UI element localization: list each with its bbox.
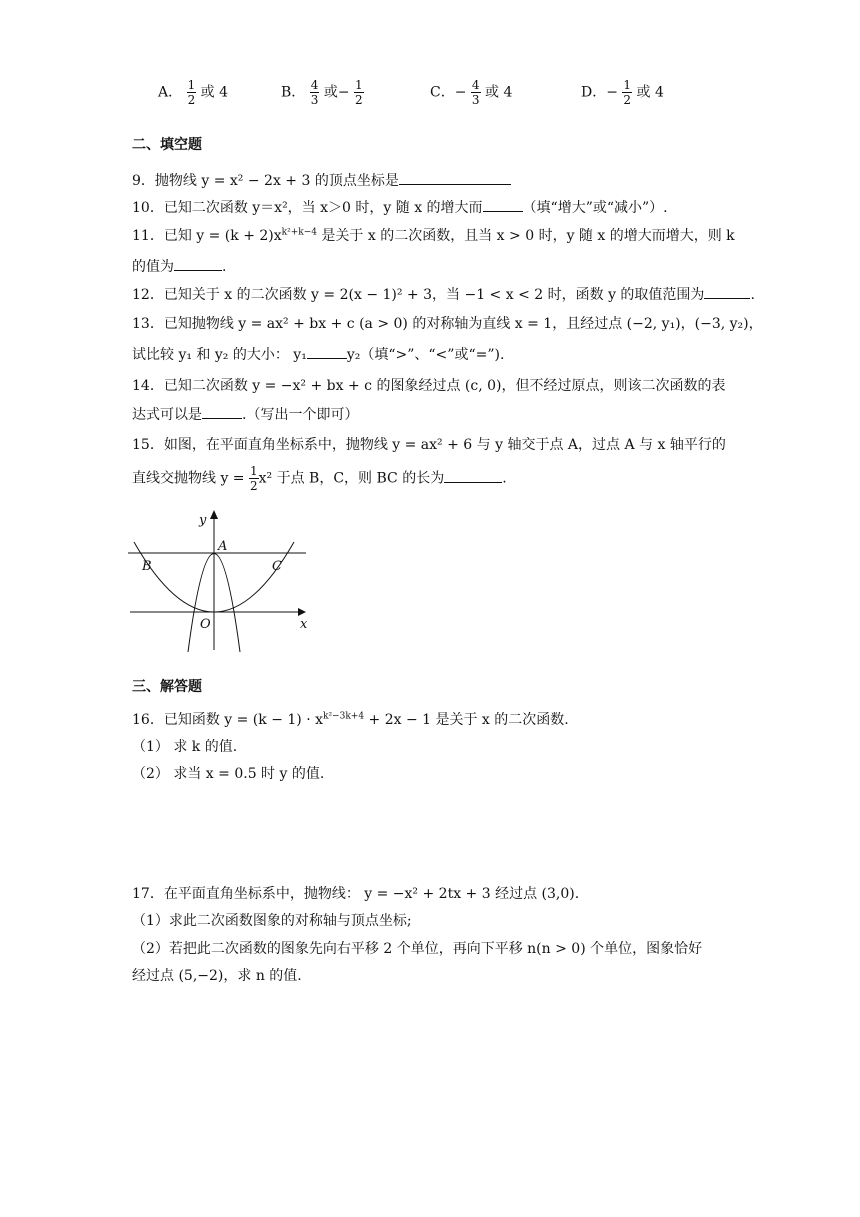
question-17-line-1: 17．在平面直角坐标系中，抛物线： y = −x² + 2tx + 3 经过点 (3,0). — [132, 886, 580, 902]
question-13-line-2 — [132, 344, 504, 365]
question-16-part-1: （1） 求 k 的值. — [132, 739, 238, 755]
choice-d-suffix: 或 4 — [636, 84, 664, 101]
question-17-part-1: （1）求此二次函数图象的对称轴与顶点坐标; — [132, 913, 412, 929]
y-axis-arrow — [210, 510, 218, 519]
question-12 — [132, 284, 755, 305]
question-11-text-b: 是关于 x 的二次函数，且当 x > 0 时，y 随 x 的增大而增大，则 k — [316, 228, 735, 244]
choice-b — [281, 78, 364, 107]
choice-c — [430, 78, 512, 107]
numerator: 4 — [310, 78, 319, 92]
question-11-text-2: 的值为 — [132, 259, 174, 275]
choice-b-mid: 或− — [323, 84, 350, 101]
choice-d-fraction — [622, 78, 632, 107]
question-13-text: 试比较 y₁ 和 y₂ 的大小： y₁ — [132, 347, 307, 363]
choice-b-fraction-1 — [310, 78, 320, 107]
period: . — [750, 287, 755, 303]
question-10-text: 10．已知二次函数 y＝x²，当 x＞0 时，y 随 x 的增大而 — [132, 200, 483, 216]
choice-c-suffix: 或 4 — [485, 84, 513, 101]
numerator: 1 — [250, 464, 258, 478]
question-11-line-2 — [132, 256, 226, 277]
denominator: 2 — [250, 479, 258, 493]
answer-blank — [483, 197, 523, 212]
question-17-part-2: （2）若把此二次函数的图象先向右平移 2 个单位，再向下平移 n(n > 0) 个单位，图象恰好 — [132, 941, 703, 957]
question-14-tail: .（写出一个即可） — [242, 407, 359, 423]
point-c-label: C — [272, 559, 282, 574]
fraction-one-half — [249, 464, 259, 493]
numerator: 1 — [187, 78, 196, 92]
denominator: 2 — [355, 93, 363, 107]
answer-blank — [704, 284, 750, 299]
choice-a — [158, 78, 228, 107]
answer-blank — [307, 344, 347, 359]
question-14-text: 达式可以是 — [132, 407, 202, 423]
question-10 — [132, 197, 668, 218]
question-10-tail: （填“增大”或“减小”）. — [522, 200, 668, 216]
question-9-text: 9．抛物线 y = x² − 2x + 3 的顶点坐标是 — [132, 173, 399, 189]
choice-a-suffix: 或 4 — [200, 84, 229, 101]
denominator: 2 — [187, 93, 196, 107]
answer-blank — [174, 256, 222, 271]
exponent: k²−3k+4 — [323, 711, 365, 722]
minus-sign: − — [454, 84, 467, 101]
denominator: 3 — [471, 93, 480, 107]
question-9 — [132, 170, 511, 191]
point-a-label: A — [218, 539, 228, 554]
question-15-line-1: 15．如图，在平面直角坐标系中，抛物线 y = ax² + 6 与 y 轴交于点 A，过点 A 与 x 轴平行的 — [132, 437, 726, 453]
question-16-text: 16．已知函数 y = (k − 1) · x — [132, 712, 323, 728]
point-b-label: B — [142, 559, 152, 574]
answer-blank — [202, 404, 242, 419]
question-15-line-2 — [132, 464, 507, 493]
question-13-tail: y₂（填“>”、“<”或“=”). — [346, 347, 505, 363]
choice-b-label: B． — [281, 84, 306, 101]
denominator: 2 — [623, 93, 632, 107]
question-17-part-3: 经过点 (5,−2)，求 n 的值. — [132, 968, 302, 984]
exponent: k²+k−4 — [281, 227, 317, 238]
question-14-line-1: 14．已知二次函数 y = −x² + bx + c 的图象经过点 (c, 0)，但不经过原点，则该二次函数的表 — [132, 378, 726, 394]
question-16-text-b: + 2x − 1 是关于 x 的二次函数. — [364, 712, 569, 728]
choice-a-fraction — [187, 78, 197, 107]
period: . — [222, 259, 227, 275]
origin-label: O — [200, 617, 211, 632]
answer-blank — [444, 468, 502, 483]
period: . — [502, 470, 507, 487]
question-16-part-2: （2） 求当 x = 0.5 时 y 的值. — [132, 766, 325, 782]
numerator: 4 — [471, 78, 480, 92]
choice-d — [581, 78, 664, 107]
choice-c-fraction — [471, 78, 481, 107]
answer-blank — [399, 170, 511, 185]
section-title-fill-in: 二、填空题 — [132, 137, 202, 153]
question-14-line-2 — [132, 404, 358, 425]
question-11-line-1 — [132, 226, 735, 246]
numerator: 1 — [355, 78, 363, 92]
numerator: 1 — [623, 78, 632, 92]
x-axis-label: x — [300, 617, 308, 632]
y-axis-label: y — [199, 513, 207, 528]
question-15-text-b: x² 于点 B，C，则 BC 的长为 — [258, 470, 445, 487]
question-12-text: 12．已知关于 x 的二次函数 y = 2(x − 1)² + 3，当 −1 < x < 2 时，函数 y 的取值范围为 — [132, 287, 705, 303]
parabola-figure — [126, 504, 316, 654]
denominator: 3 — [310, 93, 319, 107]
section-title-answer: 三、解答题 — [132, 679, 202, 695]
choice-c-label: C． — [430, 84, 455, 101]
choice-b-fraction-2 — [354, 78, 364, 107]
question-11-text: 11．已知 y = (k + 2)x — [132, 228, 282, 244]
choice-d-label: D． — [581, 84, 607, 101]
question-15-text: 直线交抛物线 y = — [132, 470, 245, 487]
minus-sign: − — [606, 84, 618, 101]
question-13-line-1: 13．已知抛物线 y = ax² + bx + c (a > 0) 的对称轴为直线 x = 1，且经过点 (−2, y₁)，(−3, y₂)， — [132, 316, 763, 332]
question-16-line-1 — [132, 710, 569, 730]
x-axis-arrow — [298, 608, 306, 616]
choice-a-label: A． — [158, 84, 183, 101]
